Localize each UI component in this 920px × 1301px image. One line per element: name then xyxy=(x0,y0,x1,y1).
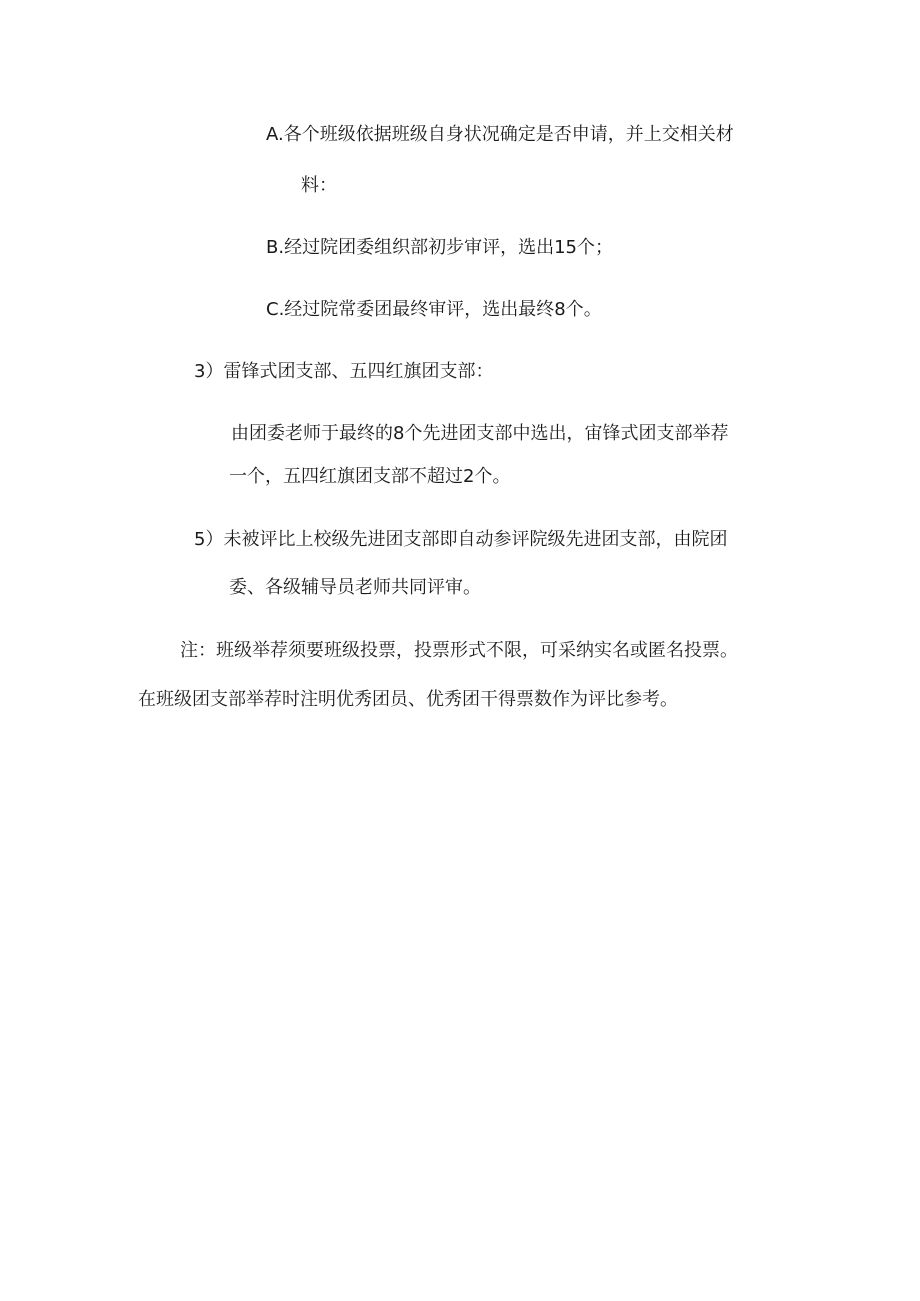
note-line-1: 注：班级举荐须要班级投票，投票形式不限，可采纳实名或匿名投票。 xyxy=(180,640,738,661)
section-5-line-2: 委、各级辅导员老师共同评审。 xyxy=(229,577,481,598)
item-c: C.经过院常委团最终审评，选出最终8个。 xyxy=(266,299,602,320)
item-a-line-1: A.各个班级依据班级自身状况确定是否申请，并上交相关材 xyxy=(266,124,734,145)
item-a-line-2: 料： xyxy=(301,175,337,196)
section-5-line-1: 5）未被评比上校级先进团支部即自动参评院级先进团支部，由院团 xyxy=(194,529,728,550)
section-3-heading: 3）雷锋式团支部、五四红旗团支部： xyxy=(194,361,494,382)
section-3-body-line-1: 由团委老师于最终的8个先进团支部中选出，宙锋式团支部举荐 xyxy=(231,423,729,444)
note-line-2: 在班级团支部举荐时注明优秀团员、优秀团干得票数作为评比参考。 xyxy=(138,689,678,710)
section-3-body-line-2: 一个，五四红旗团支部不超过2个。 xyxy=(229,466,511,487)
item-b: B.经过院团委组织部初步审评，选出15个； xyxy=(266,237,613,258)
